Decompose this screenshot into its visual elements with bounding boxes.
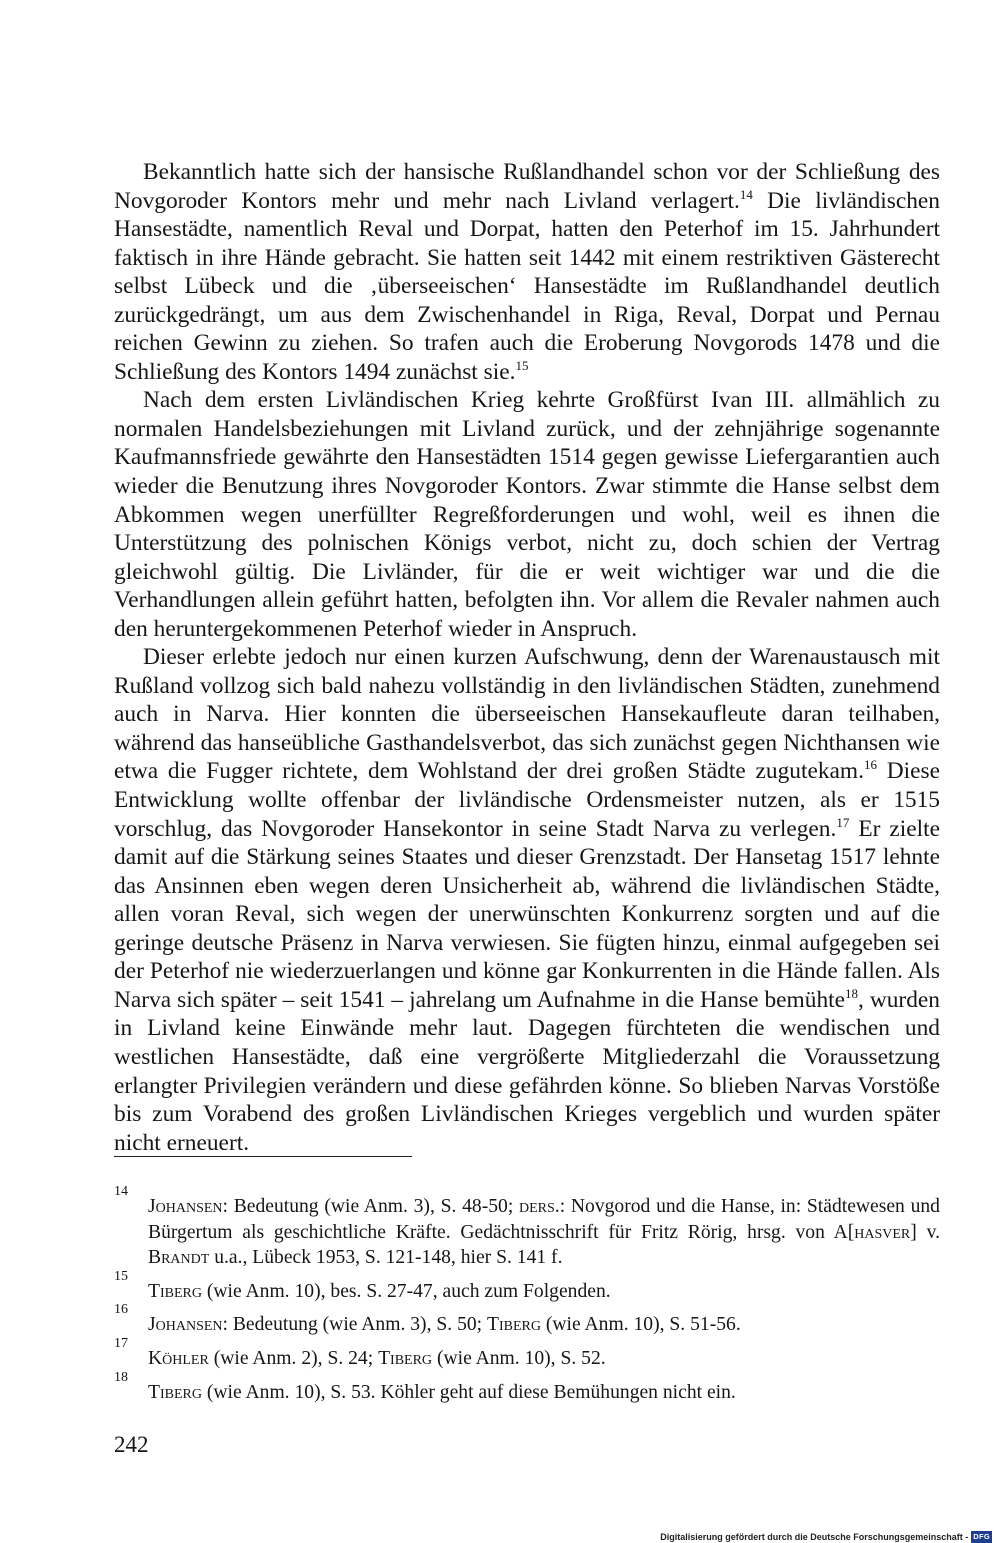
footnotes bbox=[114, 1184, 940, 1413]
text-run: Bekanntlich hatte sich der hansische Rußlandhandel schon vor der Schließung des Novgoroder Kontors mehr und mehr nach Livland verlagert. bbox=[114, 159, 940, 214]
funding-note-text: Digitalisierung gefördert durch die Deutsche Forschungsgemeinschaft - bbox=[660, 1532, 969, 1542]
author-name: Köhler bbox=[148, 1347, 209, 1369]
footnote bbox=[114, 1184, 940, 1271]
footnote bbox=[114, 1335, 940, 1372]
footnote-reference[interactable]: 16 bbox=[863, 757, 877, 773]
text-run: (wie Anm. 10), S. 51-56. bbox=[540, 1314, 741, 1336]
footnote-reference[interactable]: 17 bbox=[836, 814, 850, 830]
text-run: Dieser erlebte jedoch nur einen kurzen Aufschwung, denn der Warenaustausch mit Rußland vollzog sich bald nahezu vollständig in den livländischen Städten, zunehmend auch in Narva. Hier konnten die überseeischen Hansekaufleute daran teilhaben, während das hanseübliche Gasthandelsverbot, das sich zunächst gegen Nichthansen wie etwa die Fugger richtete, dem Wohlstand der drei großen Städte zugutekam. bbox=[114, 644, 940, 785]
author-name: Tiberg bbox=[487, 1314, 541, 1336]
footnote-number: 16 bbox=[114, 1302, 128, 1318]
footnote bbox=[114, 1268, 940, 1305]
footnote bbox=[114, 1369, 940, 1406]
text-run: , wurden in Livland keine Einwände mehr laut. Dagegen fürchteten die wendischen und westlichen Hansestädte, daß eine vergrößerte Mitgliederzahl die Voraussetzung erlangter Privilegien verändern und diese gefährden könne. So blieben Narvas Vorstöße bis zum Vorabend des großen Livländischen Krieges vergeblich und wurden später nicht erneuert. bbox=[114, 986, 940, 1156]
text-run: : Novgorod und die Hanse, in: Städtewesen und Bürgertum als geschichtliche Kräfte. Gedächtnisschrift für Fritz Rörig, hrsg. von A[ bbox=[148, 1196, 940, 1243]
page-number: 242 bbox=[114, 1432, 149, 1457]
footnote-number: 15 bbox=[114, 1268, 128, 1284]
footnote-text bbox=[148, 1281, 611, 1302]
text-run: : Bedeutung (wie Anm. 3), S. 48-50; bbox=[222, 1196, 520, 1217]
author-name: Tiberg bbox=[378, 1347, 433, 1369]
text-run: Er zielte damit auf die Stärkung seines Staates und dieser Grenzstadt. Der Hansetag 1517 lehnte das Ansinnen eben wegen deren Unsicherheit ab, während die livländischen Städte, allen voran Reval, sich wegen der unerwünschten Konkurrenz sorgten und auf die geringe deutsche Präsenz in Narva verwiesen. Sie fügten hinzu, einmal aufgegeben sei der Peterhof nie wiederzuerlangen und könne gar Konkurrenten in die Hände fallen. Als Narva sich später – seit 1541 – jahrelang um Aufnahme in die Hanse bemühte bbox=[114, 815, 940, 1013]
footnote-text bbox=[148, 1196, 940, 1268]
author-name: Tiberg bbox=[148, 1280, 202, 1302]
footnote-separator bbox=[114, 1156, 412, 1157]
footnote-reference[interactable]: 14 bbox=[739, 186, 753, 202]
text-run: Nach dem ersten Livländischen Krieg kehrte Großfürst Ivan III. allmählich zu normalen Handelsbeziehungen mit Livland zurück, und der zehnjährige sogenannte Kaufmannsfriede gewährte den Hansestädten 1514 gegen gewisse Liefergarantien auch wieder die Benutzung ihres Novgoroder Kontors. Zwar stimmte die Hanse selbst dem Abkommen wegen unerfüllter Regreßforderungen und wohl, weil es ihnen die Unterstützung des polnischen Königs verbot, nicht zu, doch schien der Vertrag gleichwohl gültig. Die Livländer, für die er weit wichtiger war und die die Verhandlungen allein geführt hatten, befolgten ihn. Vor allem die Revaler nahmen auch den heruntergekommenen Peterhof wieder in Anspruch. bbox=[114, 387, 940, 642]
text-run: Die livländischen Hansestädte, namentlich Reval und Dorpat, hatten den Peterhof im 15. Jahrhundert faktisch in ihre Hände gebracht. Sie hatten seit 1442 mit einem restriktiven Gästerecht selbst Lübeck und die ‚überseeischen‘ Hansestädte im Rußlandhandel deutlich zurückgedrängt, um aus dem Zwischenhandel in Riga, Reval, Dorpat und Pernau reichen Gewinn zu ziehen. So trafen auch die Eroberung Novgorods 1478 und die Schließung des Kontors 1494 zunächst sie. bbox=[114, 187, 940, 385]
footnote-reference[interactable]: 18 bbox=[845, 985, 859, 1001]
footnote-number: 17 bbox=[114, 1335, 128, 1351]
text-run: ] v. bbox=[910, 1221, 940, 1243]
author-name: hasver bbox=[854, 1221, 911, 1243]
main-text bbox=[114, 158, 940, 1157]
author-name: Brandt bbox=[148, 1247, 210, 1269]
author-name: Johansen bbox=[148, 1314, 223, 1336]
footnote-number: 14 bbox=[114, 1184, 128, 1199]
footnote-number: 18 bbox=[114, 1369, 128, 1385]
text-run: (wie Anm. 10), S. 53. Köhler geht auf diese Bemühungen nicht ein. bbox=[201, 1381, 736, 1403]
author-name: ders. bbox=[519, 1196, 560, 1217]
author-name: Tiberg bbox=[148, 1381, 202, 1403]
footnote bbox=[114, 1302, 940, 1338]
text-run: : Bedeutung (wie Anm. 3), S. 50; bbox=[222, 1314, 488, 1336]
footnote-text bbox=[148, 1382, 736, 1403]
text-run: (wie Anm. 10), bes. S. 27-47, auch zum Folgenden. bbox=[201, 1280, 611, 1302]
text-run: Diese Entwicklung wollte offenbar der livländische Ordensmeister nutzen, als er 1515 vorschlug, das Novgoroder Hansekontor in seine Stadt Narva zu verlegen. bbox=[114, 758, 940, 842]
footnote-text bbox=[148, 1348, 606, 1369]
author-name: Johansen bbox=[148, 1196, 223, 1217]
funding-note bbox=[660, 1531, 992, 1543]
text-run: (wie Anm. 10), S. 52. bbox=[432, 1347, 606, 1369]
paragraph bbox=[114, 158, 940, 386]
text-run: u.a., Lübeck 1953, S. 121-148, hier S. 141 f. bbox=[209, 1247, 563, 1269]
paragraph bbox=[114, 643, 940, 1157]
paragraph bbox=[114, 386, 940, 643]
text-run: (wie Anm. 2), S. 24; bbox=[208, 1347, 379, 1369]
footnote-text bbox=[148, 1314, 741, 1335]
footnote-reference[interactable]: 15 bbox=[515, 357, 529, 373]
dfg-logo-icon: DFG bbox=[973, 1532, 990, 1541]
